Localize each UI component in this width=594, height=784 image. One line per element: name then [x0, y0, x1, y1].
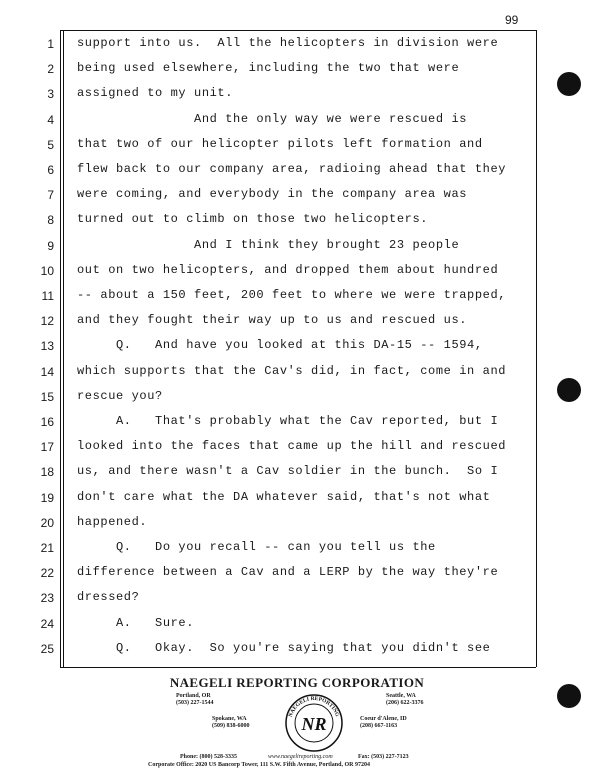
- office-spokane-phone: (509) 838-6000: [212, 723, 250, 729]
- line-number: 5: [47, 137, 54, 152]
- line-text: which supports that the Cav's did, in fact, come in and: [77, 363, 507, 378]
- transcript-line: [0, 459, 594, 484]
- transcript-line: [0, 585, 594, 610]
- company-name: NAEGELI REPORTING CORPORATION: [169, 675, 425, 690]
- transcript-line: [0, 258, 594, 283]
- svg-text:NAEGELI REPORTING: NAEGELI REPORTING: [287, 695, 341, 718]
- line-text: A. Sure.: [77, 615, 195, 630]
- line-text: that two of our helicopter pilots left formation and: [77, 136, 483, 151]
- line-text: looked into the faces that came up the hill and rescued: [77, 439, 507, 454]
- line-number: 25: [40, 641, 54, 656]
- office-portland: [176, 693, 214, 707]
- line-number: 17: [40, 440, 54, 455]
- transcript-line: [0, 31, 594, 56]
- line-text: being used elsewhere, including the two that were: [77, 61, 460, 76]
- line-number: 4: [47, 112, 54, 127]
- line-number: 23: [40, 591, 54, 606]
- office-seattle-city: Seattle, WA: [386, 693, 416, 699]
- transcript-line: [0, 333, 594, 358]
- line-number: 12: [40, 314, 54, 329]
- line-text: rescue you?: [77, 388, 163, 403]
- line-number: 11: [41, 289, 54, 303]
- line-number: 3: [47, 87, 54, 102]
- office-seattle-phone: (206) 622-3376: [386, 700, 424, 706]
- office-coeur-city: Coeur d'Alene, ID: [360, 716, 407, 722]
- line-number: 16: [40, 415, 54, 429]
- line-text: -- about a 150 feet, 200 feet to where we were trapped,: [77, 288, 507, 302]
- transcript-line: [0, 636, 594, 661]
- line-number: 19: [40, 490, 54, 505]
- line-number: 21: [40, 541, 54, 555]
- line-number: 7: [47, 188, 54, 203]
- transcript-line: [0, 157, 594, 182]
- line-text: turned out to climb on those two helicopters.: [77, 212, 429, 227]
- line-text: And I think they brought 23 people: [77, 237, 460, 252]
- corporate-office: Corporate Office: 2020 US Bancorp Tower, 111 S.W. Fifth Avenue, Portland, OR 97204: [148, 762, 370, 768]
- office-seattle: [386, 693, 424, 707]
- transcript-line: [0, 434, 594, 459]
- office-spokane: [212, 716, 250, 730]
- transcript-line: [0, 384, 594, 409]
- line-text: happened.: [77, 514, 148, 529]
- office-portland-phone: (503) 227-1544: [176, 700, 214, 706]
- line-text: support into us. All the helicopters in division were: [77, 36, 499, 50]
- line-text: out on two helicopters, and dropped them about hundred: [77, 262, 499, 277]
- line-number: 2: [47, 62, 54, 77]
- line-text: Q. And have you looked at this DA-15 -- 1594,: [77, 338, 483, 353]
- office-portland-city: Portland, OR: [176, 693, 211, 699]
- transcript-line: [0, 207, 594, 232]
- office-spokane-city: Spokane, WA: [212, 716, 247, 722]
- line-number: 6: [47, 163, 54, 177]
- line-text: Q. Do you recall -- can you tell us the: [77, 540, 436, 554]
- line-text: difference between a Cav and a LERP by the way they're: [77, 565, 499, 580]
- transcript-line: [0, 283, 594, 308]
- office-coeur-phone: (208) 667-1163: [360, 723, 398, 729]
- line-text: us, and there wasn't a Cav soldier in the bunch. So I: [77, 464, 499, 479]
- line-text: dressed?: [77, 590, 140, 605]
- footer-website[interactable]: www.naegelireporting.com: [268, 754, 333, 760]
- transcript-line: [0, 560, 594, 585]
- transcript-line: [0, 107, 594, 132]
- transcript-line: [0, 56, 594, 81]
- line-number: 24: [40, 616, 54, 631]
- line-text: and they fought their way up to us and rescued us.: [77, 313, 468, 328]
- line-text: assigned to my unit.: [77, 86, 234, 101]
- transcript-line: [0, 409, 594, 434]
- footer-fax: Fax: (503) 227-7123: [358, 754, 409, 760]
- transcript-line: [0, 535, 594, 560]
- page-number: 99: [505, 13, 519, 27]
- line-number: 14: [40, 364, 54, 379]
- line-number: 20: [40, 515, 54, 530]
- line-number: 8: [47, 213, 54, 228]
- transcript-line: [0, 359, 594, 384]
- transcript-line: [0, 81, 594, 106]
- transcript-line: [0, 132, 594, 157]
- transcript-line: [0, 308, 594, 333]
- transcript-line: [0, 611, 594, 636]
- line-text: And the only way we were rescued is: [77, 111, 468, 126]
- line-text: were coming, and everybody in the company area was: [77, 187, 468, 202]
- line-number: 9: [47, 238, 54, 253]
- transcript-line: [0, 182, 594, 207]
- office-coeur: [360, 716, 407, 730]
- line-number: 1: [47, 37, 54, 51]
- company-seal-logo: [284, 693, 344, 753]
- line-text: A. That's probably what the Cav reported, but I: [77, 414, 499, 428]
- line-number: 22: [40, 566, 54, 581]
- transcript-line: [0, 485, 594, 510]
- line-text: don't care what the DA whatever said, that's not what: [77, 489, 491, 504]
- transcript-line: [0, 233, 594, 258]
- transcript-line: [0, 510, 594, 535]
- line-number: 15: [40, 389, 54, 404]
- line-text: flew back to our company area, radioing ahead that they: [77, 162, 507, 176]
- line-text: Q. Okay. So you're saying that you didn't see: [77, 640, 491, 655]
- line-number: 18: [40, 465, 54, 480]
- line-number: 13: [40, 339, 54, 354]
- line-number: 10: [40, 263, 54, 278]
- svg-text:NR: NR: [301, 714, 327, 734]
- footer-phone: Phone: (800) 528-3335: [180, 754, 237, 760]
